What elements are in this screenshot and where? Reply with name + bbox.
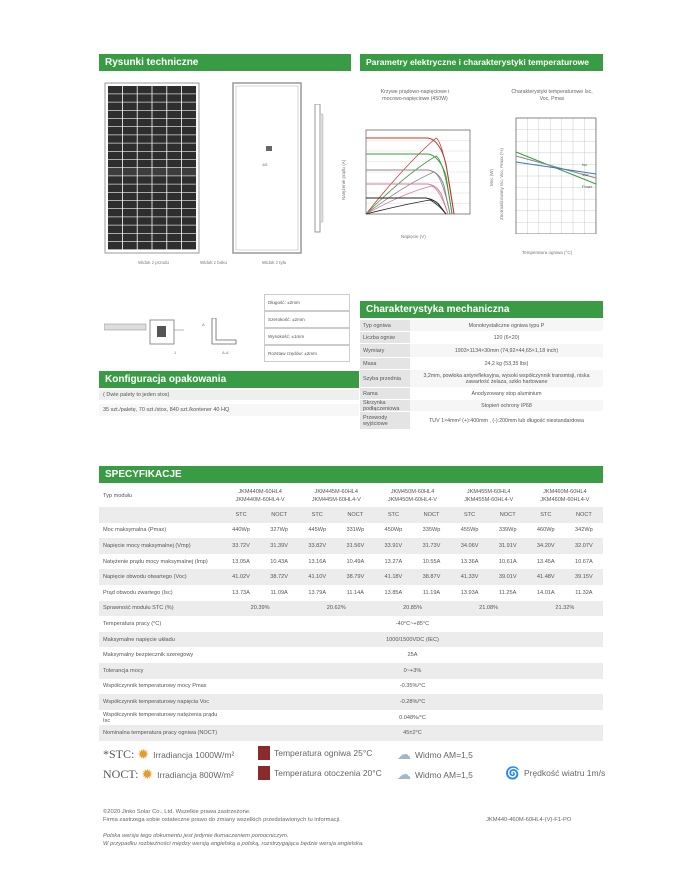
spec-value: 11.19A: [422, 589, 441, 596]
noct-temp-legend: [258, 766, 382, 780]
noct-column-header: NOCT: [499, 511, 516, 518]
temp-y-label: Znormalizowany Isc, Voc, Pmax (%): [499, 147, 504, 220]
spec-model-primary: JKM450M-60HL4: [390, 489, 435, 495]
spec-value: 33.82V: [308, 542, 327, 549]
iv-chart-title: Krzywe prądowo-napięciowe i mocowo-napięciowe (450W): [380, 89, 450, 102]
spec-value: 31.73V: [422, 542, 441, 549]
mechanical-value: 24,2 kg (53,35 lbs): [410, 358, 603, 369]
spec-model-variant: JKM450M-60HL4-V: [387, 497, 438, 503]
spec-value: 10.49A: [346, 558, 365, 565]
stc-am-legend: [397, 746, 473, 763]
spec-value: 335Wp: [422, 527, 441, 534]
spec-model-name: [527, 488, 603, 504]
svg-text:A: A: [202, 322, 205, 327]
spec-shared-label: Współczynnik temperaturowy mocy Pmax: [103, 683, 207, 690]
spec-model-primary: JKM445M-60HL4: [314, 489, 359, 495]
stc-temperature: Temperatura ogniwa 25°C: [274, 748, 373, 758]
sun-icon: ✹: [141, 766, 154, 782]
spec-value: 331Wp: [346, 527, 365, 534]
spec-value: 31.39V: [270, 542, 288, 549]
noct-column-header: NOCT: [271, 511, 288, 518]
spec-value: 13.05A: [232, 558, 250, 565]
thermometer-icon: [258, 766, 270, 780]
dimension-width: Szerokość: ±2mm: [264, 311, 350, 328]
spec-shared-value: 0.048%/°C: [399, 714, 426, 721]
mechanical-key: Typ ogniwa: [360, 320, 410, 331]
noct-irradiance: Irradiancja 800W/m²: [157, 769, 234, 780]
front-view-drawing: [104, 82, 200, 254]
pv-curve-pink: [366, 186, 448, 214]
spec-value: 34.06V: [460, 542, 479, 549]
svg-text:4Ø: 4Ø: [262, 162, 268, 167]
spec-shared-value: -0.28%/°C: [399, 698, 426, 705]
spec-row-label: Natężenie prądu mocy maksymalnej (Imp): [103, 558, 208, 565]
spec-model-primary: JKM455M-60HL4: [466, 489, 511, 495]
spec-shared-label: Tolerancja mocy: [103, 667, 144, 674]
mechanical-row: [360, 370, 603, 388]
spec-value: 11.32A: [575, 589, 593, 596]
mechanical-table: [360, 320, 603, 430]
stc-spectrum: Widmo AM=1,5: [415, 749, 473, 760]
spec-model-name: [298, 488, 374, 504]
cloud-icon: ☁: [397, 766, 411, 782]
svg-text:Isc: Isc: [582, 162, 588, 167]
spec-model-name: [451, 488, 527, 504]
mechanical-row: [360, 344, 603, 358]
spec-value: 339Wp: [498, 527, 517, 534]
spec-efficiency-label: Sprawność modułu STC (%): [103, 605, 174, 612]
spec-shared-label: Temperatura pracy (°C): [103, 620, 162, 627]
specs-header: SPECYFIKACJE: [99, 466, 603, 483]
spec-value: 34.20V: [536, 542, 555, 549]
stc-column-header: STC: [311, 511, 323, 518]
noct-column-header: NOCT: [347, 511, 364, 518]
mechanical-value: TUV 1×4mm² (+):400mm , (-):200mm lub długość niestandardowa: [410, 412, 603, 429]
spec-row: [99, 523, 603, 539]
spec-shared-label: Maksymalne napięcie układu: [103, 636, 175, 643]
discrepancy-note: W przypadku rozbieżności między wersją angielską a polską, rozstrzygająca będzie wersja angielska.: [103, 841, 364, 847]
stc-label: *STC:: [103, 747, 135, 761]
packaging-row: 35 szt./paletę, 70 szt./stos, 840 szt./kontener 40 HQ: [99, 404, 359, 416]
front-view-label: Widok z przodu: [138, 260, 170, 265]
svg-text:Voc: Voc: [582, 172, 589, 177]
spec-row: [99, 569, 603, 585]
spec-value: 460Wp: [536, 527, 555, 534]
spec-value: 41.33V: [460, 574, 479, 581]
spec-value: 13.93A: [460, 589, 479, 596]
mechanical-value: 3,2mm, powłoka antyrefleksyjna, wysoki współczynnik transmisji, niska zawartość żelaza, szkło hartowane: [410, 370, 603, 387]
spec-value: 13.79A: [308, 589, 327, 596]
spec-value: 33.72V: [232, 542, 250, 549]
spec-shared-row: [99, 647, 603, 663]
spec-model-variant: JKM455M-60HL4-V: [464, 497, 514, 503]
spec-shared-row: [99, 725, 603, 741]
noct-spectrum: Widmo AM=1,5: [415, 769, 473, 780]
document-code: JKM440-460M-60HL4-(V)-F1-PO: [486, 817, 572, 823]
stc-irradiance: Irradiancja 1000W/m²: [153, 749, 235, 760]
stc-temp-legend: [258, 746, 372, 760]
spec-value: 38.87V: [422, 574, 441, 581]
stc-column-header: STC: [464, 511, 476, 518]
dimension-height: Wysokość: ±1mm: [264, 328, 350, 345]
spec-efficiency-value: 20.39%: [250, 605, 270, 612]
copyright: ©2020 Jinko Solar Co., Ltd. Wszelkie prawa zastrzeżone.: [103, 809, 251, 815]
iv-x-label: Napięcie (V): [401, 234, 426, 239]
back-view-drawing: [232, 82, 302, 254]
stc-column-header: STC: [387, 511, 400, 518]
spec-efficiency-value: 21.08%: [479, 605, 499, 612]
packaging-header: Konfiguracja opakowania: [99, 371, 359, 388]
spec-shared-row: [99, 616, 603, 632]
cloud-icon: ☁: [397, 746, 411, 762]
spec-value: 455Wp: [460, 527, 479, 534]
mechanical-row: [360, 412, 603, 430]
noct-temperature: Temperatura otoczenia 20°C: [274, 768, 382, 778]
mechanical-value: 1903×1134×30mm (74,92×44,65×1,18 inch): [410, 344, 603, 357]
spec-value: 10.55A: [422, 558, 441, 565]
spec-value: 41.10V: [308, 574, 327, 581]
spec-model-name: [374, 488, 450, 504]
spec-efficiency-value: 20.85%: [402, 605, 422, 612]
spec-shared-label: Współczynnik temperaturowy natężenia prądu Isc: [103, 711, 218, 724]
spec-shared-value: 0~+3%: [403, 667, 422, 674]
spec-efficiency-row: [99, 601, 603, 617]
spec-value: 41.48V: [536, 574, 555, 581]
wind-legend: [505, 766, 605, 780]
spec-value: 11.09A: [270, 589, 288, 596]
dimension-length: Długość: ±2mm: [264, 294, 350, 311]
spec-model-row: [99, 485, 603, 507]
spec-shared-row: [99, 694, 603, 710]
spec-value: 445Wp: [308, 527, 327, 534]
mechanical-row: [360, 358, 603, 370]
mechanical-value: Monokrystaliczne ogniwa typu P: [410, 320, 603, 331]
spec-value: 13.27A: [384, 558, 403, 565]
back-view-label: Widok z tyłu: [262, 260, 287, 265]
spec-value: 41.18V: [384, 574, 403, 581]
mechanical-key: Szyba przednia: [360, 370, 410, 387]
mechanical-row: [360, 400, 603, 412]
wind-icon: 🌀: [505, 766, 520, 780]
spec-efficiency-value: 21.32%: [555, 605, 575, 612]
mechanical-row: [360, 320, 603, 332]
spec-shared-row: [99, 632, 603, 648]
spec-value: 10.61A: [498, 558, 517, 565]
thermometer-icon: [258, 746, 270, 760]
spec-model-name: [222, 488, 298, 504]
side-view-label: Widok z boku: [200, 260, 228, 265]
noct-column-header: NOCT: [423, 511, 440, 518]
spec-row: [99, 538, 603, 554]
spec-value: 31.91V: [498, 542, 517, 549]
translation-note: Polska wersja tego dokumentu jest jedynie tłumaczeniem pomocniczym.: [103, 833, 289, 839]
spec-shared-label: Maksymalny bezpiecznik szeregowy: [103, 652, 194, 659]
svg-text:1: 1: [174, 350, 177, 355]
spec-shared-value: -40°C~+85°C: [395, 620, 430, 627]
spec-row-label: Moc maksymalna (Pmax): [103, 527, 167, 534]
spec-value: 38.79V: [346, 574, 365, 581]
temp-x-label: Temperatura ogniwa (°C): [522, 250, 573, 255]
spec-row-label: Napięcie mocy maksymalnej (Vmp): [103, 542, 191, 549]
spec-shared-row: [99, 679, 603, 695]
mechanical-row: [360, 388, 603, 400]
spec-efficiency-value: 20.62%: [326, 605, 346, 612]
technical-drawings-header: Rysunki techniczne: [99, 54, 351, 71]
packaging-subtitle: ( Dwie palety to jeden stos): [99, 390, 359, 400]
mechanical-key: Liczba ogniw: [360, 332, 410, 343]
spec-value: 13.16A: [308, 558, 327, 565]
mechanical-key: Rama: [360, 388, 410, 399]
iv-y2-label: Moc (W): [489, 169, 494, 186]
spec-row-label: Prąd obwodu zwartego (Isc): [103, 589, 173, 596]
stc-column-header: STC: [235, 511, 247, 518]
spec-value: 13.85A: [384, 589, 403, 596]
spec-model-variant: JKM445M-60HL4-V: [311, 497, 361, 503]
rights-notice: Firma zastrzega sobie ostateczne prawo do zmiany wszelkich przedstawionych tu informacji.: [103, 817, 341, 823]
spec-shared-row: [99, 710, 603, 726]
spec-value: 13.36A: [460, 558, 479, 565]
noct-column-header: NOCT: [575, 511, 592, 518]
spec-value: 450Wp: [384, 527, 403, 534]
sun-icon: ✹: [137, 746, 150, 762]
spec-model-primary: JKM460M-60HL4: [543, 489, 587, 495]
iv-curve-red: [366, 138, 454, 214]
mechanical-header: Charakterystyka mechaniczna: [360, 301, 603, 318]
spec-value: 440Wp: [232, 527, 250, 534]
spec-value: 39.15V: [575, 574, 593, 581]
spec-shared-row: [99, 663, 603, 679]
electrical-header: Parametry elektryczne i charakterystyki temperaturowe: [360, 54, 603, 71]
noct-legend: [103, 766, 234, 783]
spec-value: 342Wp: [575, 527, 593, 534]
iv-y-label: Natężenie prądu (A): [341, 159, 346, 200]
spec-model-variant: JKM460M-60HL4-V: [540, 497, 590, 503]
spec-value: 31.56V: [346, 542, 365, 549]
mechanical-row: [360, 332, 603, 344]
spec-row: [99, 585, 603, 601]
mechanical-key: Przewody wyjściowe: [360, 412, 410, 429]
spec-value: 41.02V: [232, 574, 250, 581]
spec-value: 33.91V: [384, 542, 403, 549]
stc-column-header: STC: [540, 511, 552, 518]
temperature-chart: [510, 114, 602, 234]
spec-value: 14.01A: [536, 589, 555, 596]
svg-text:Pmax: Pmax: [582, 184, 593, 189]
iv-curve-black: [366, 198, 446, 214]
noct-am-legend: [397, 766, 473, 783]
spec-value: 13.45A: [536, 558, 555, 565]
svg-text:A-A: A-A: [222, 350, 229, 355]
spec-model-primary: JKM440M-60HL4: [238, 489, 282, 495]
stc-legend: [103, 746, 234, 763]
spec-shared-value: 25A: [407, 652, 418, 659]
spec-condition-row: [99, 507, 603, 523]
spec-shared-value: 1000/1500VDC (IEC): [386, 636, 439, 643]
spec-shared-label: Nominalna temperatura pracy ogniwa (NOCT): [103, 730, 218, 737]
spec-value: 32.07V: [575, 542, 593, 549]
mechanical-value: 120 (6×20): [410, 332, 603, 343]
spec-value: 39.01V: [498, 574, 517, 581]
spec-shared-value: -0.35%/°C: [399, 683, 426, 690]
spec-value: 38.72V: [270, 574, 288, 581]
wind-speed: Prędkość wiatru 1m/s: [523, 768, 606, 778]
spec-model-label: Typ modułu: [103, 493, 132, 499]
spec-row: [99, 554, 603, 570]
spec-value: 11.25A: [499, 589, 517, 596]
spec-value: 11.14A: [346, 589, 364, 596]
mechanical-key: Skrzynka podłączeniowa: [360, 400, 410, 411]
spec-value: 10.43A: [270, 558, 288, 565]
spec-value: 327Wp: [270, 527, 288, 534]
side-view-drawing: [312, 104, 328, 234]
mechanical-value: Stopień ochrony IP68: [410, 400, 603, 411]
mechanical-key: Masa: [360, 358, 410, 369]
temp-chart-title: Charakterystyki temperaturowe Isc, Voc, Pmax: [511, 89, 593, 102]
spec-shared-value: 45±2°C: [403, 730, 422, 737]
mechanical-value: Anodyzowany stop aluminium: [410, 388, 603, 399]
mechanical-key: Wymiary: [360, 344, 410, 357]
spec-model-variant: JKM440M-60HL4-V: [235, 497, 285, 503]
noct-label: NOCT:: [103, 767, 139, 781]
spec-value: 10.67A: [575, 558, 593, 565]
spec-table: [99, 485, 603, 741]
iv-curve-chart: [356, 124, 486, 224]
spec-shared-label: Współczynnik temperaturowy napięcia Voc: [103, 698, 210, 705]
mounting-detail-drawing: [104, 318, 254, 358]
dimension-row-pitch: Rozstaw rzędów: ±2mm: [264, 345, 350, 362]
spec-value: 13.73A: [232, 589, 250, 596]
spec-row-label: Napięcie obwodu otwartego (Voc): [103, 574, 187, 581]
